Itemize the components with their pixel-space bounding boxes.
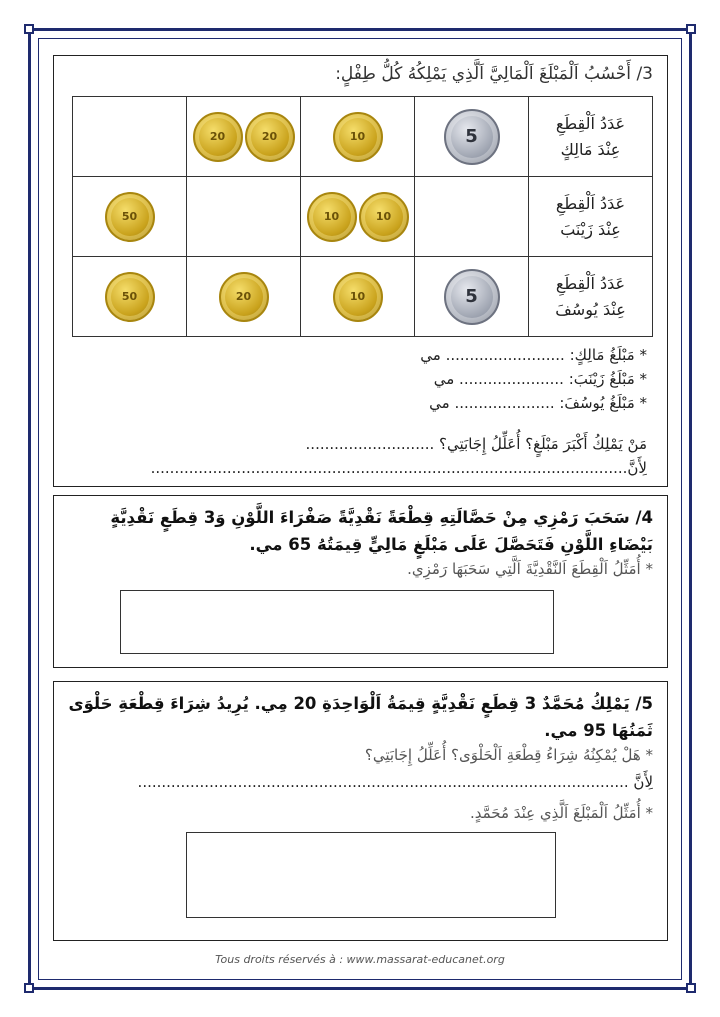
question-5-section — [53, 681, 668, 941]
coin-10-icon: 10 — [359, 192, 409, 242]
corner-ornament — [24, 24, 34, 34]
coins-table-row — [73, 97, 653, 177]
coin-cell — [301, 97, 415, 177]
row-label-line2: عِنْدَ يُوسُفَ — [555, 299, 626, 319]
footer-copyright: Tous droits réservés à : www.massarat-educanet.org — [215, 953, 505, 966]
question-4-instruction: * أُمَثِّلُ اَلْقِطَعَ اَلنَّقْدِيَّةَ اَلَّتِي سَحَبَهَا رَمْزِي. — [407, 560, 653, 578]
coin-10-icon: 10 — [333, 112, 383, 162]
question-5-because-line: لِأَنَّ ....................................................................................................... — [137, 773, 653, 791]
row-label — [529, 97, 653, 177]
coin-10-icon: 10 — [307, 192, 357, 242]
coin-20-icon: 20 — [193, 112, 243, 162]
coin-cell — [415, 97, 529, 177]
coins-table-row — [73, 257, 653, 337]
coin-20-icon: 20 — [245, 112, 295, 162]
row-label-line1: عَدَدُ اَلْقِطَعِ — [555, 193, 626, 213]
question-3-section — [53, 55, 668, 487]
corner-ornament — [686, 983, 696, 993]
corner-ornament — [24, 983, 34, 993]
row-label-line2: عِنْدَ زَيْنَبَ — [560, 219, 621, 239]
coins-table — [72, 96, 653, 337]
coin-cell — [415, 177, 529, 257]
coin-50-icon: 50 — [105, 272, 155, 322]
question-4-answer-box[interactable] — [120, 590, 554, 654]
coin-50-icon: 50 — [105, 192, 155, 242]
question-3-because-line: لِأَنَّ.................................................................................................... — [150, 459, 647, 477]
coin-cell — [73, 177, 187, 257]
coin-5-icon: 5 — [444, 269, 500, 325]
corner-ornament — [686, 24, 696, 34]
question-3-title: 3/ أَحْسُبُ اَلْمَبْلَغَ اَلْمَالِيَّ اَلَّذِي يَمْلِكُهُ كُلُّ طِفْلٍ: — [335, 64, 653, 84]
coin-20-icon: 20 — [219, 272, 269, 322]
row-label-line1: عَدَدُ اَلْقِطَعِ — [555, 273, 626, 293]
coin-cell — [187, 257, 301, 337]
coin-cell — [301, 257, 415, 337]
row-label — [529, 257, 653, 337]
amount-malek: * مَبْلَغُ مَالِكٍ: ......................... مي — [420, 346, 647, 364]
question-5-represent: * أُمَثِّلُ اَلْمَبْلَغَ اَلَّذِي عِنْدَ مُحَمَّدٍ. — [469, 804, 653, 822]
coin-5-icon: 5 — [444, 109, 500, 165]
question-5-answer-box[interactable] — [186, 832, 556, 918]
coin-cell — [415, 257, 529, 337]
coin-cell — [73, 257, 187, 337]
coin-10-icon: 10 — [333, 272, 383, 322]
question-5-can-buy: * هَلْ يُمْكِنُهُ شِرَاءُ قِطْعَةِ اَلْحَلْوَى؟ أُعَلِّلُ إِجَابَتِي؟ — [364, 746, 653, 764]
question-4-text: 4/ سَحَبَ رَمْزِي مِنْ حَصَّالَتِهِ قِطْعَةً نَقْدِيَّةً صَفْرَاءَ اللَّوْنِ وَ3 قِطَعٍ نَقْدِيَّةٍ بَيْضَاءِ اللَّوْنِ فَتَحَصَّلَ عَلَى مَبْلَغٍ مَالِيٍّ قِيمَتُهُ 65 مي. — [110, 508, 653, 554]
amount-zeineb: * مَبْلَغُ زَيْنَبَ: ...................... مي — [433, 370, 647, 388]
coins-table-row — [73, 177, 653, 257]
row-label-line1: عَدَدُ اَلْقِطَعِ — [555, 113, 626, 133]
amount-youssef: * مَبْلَغُ يُوسُفَ: ..................... مي — [429, 394, 647, 412]
row-label-line2: عِنْدَ مَالِكٍ — [560, 139, 621, 159]
question-4-section — [53, 495, 668, 668]
question-5-text: 5/ يَمْلِكُ مُحَمَّدٌ 3 قِطَعٍ نَقْدِيَّةٍ قِيمَةُ اَلْوَاحِدَةِ 20 مِي. يُرِيدُ شِرَاءَ قِطْعَةِ حَلْوَى ثَمَنُهَا 95 مي. — [68, 694, 653, 740]
question-3-who-has-most: مَنْ يَمْلِكُ أَكْبَرَ مَبْلَغٍ؟ أُعَلِّلُ إِجَابَتِي؟ ........................... — [305, 435, 647, 453]
coin-cell — [187, 97, 301, 177]
coin-cell — [73, 97, 187, 177]
coin-cell — [187, 177, 301, 257]
row-label — [529, 177, 653, 257]
coin-cell — [301, 177, 415, 257]
